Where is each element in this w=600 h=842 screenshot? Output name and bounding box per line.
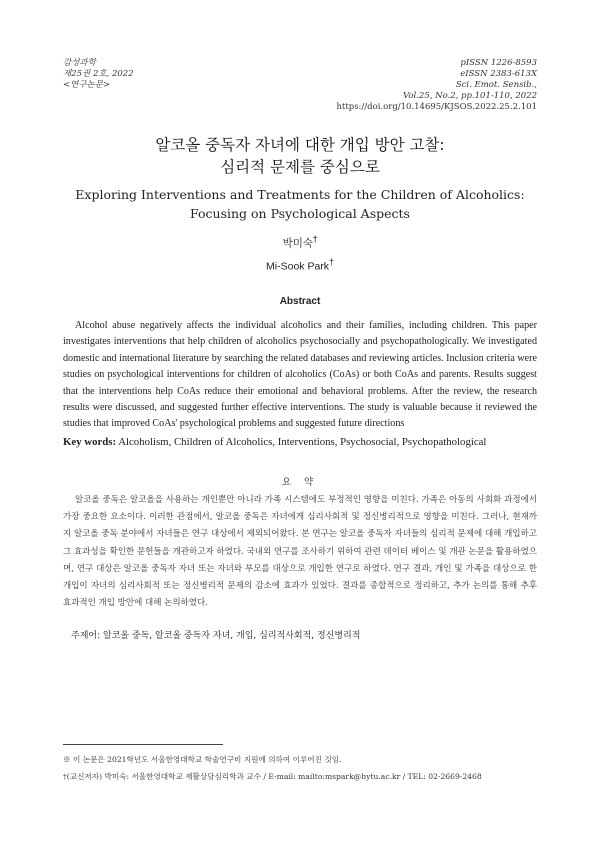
korean-abstract-text: 알코올 중독은 알코올을 사용하는 개인뿐만 아니라 가족 시스템에도 부정적인 영향을 미친다. 가족은 아동의 사회화 과정에서 가장 중요한 요소이다. 이러한 관점에서, 알코올 중독은 자녀에게 심리사회적 및 정신병리적으로 영향을 미친다. 그러나, 현재까지 알코올 중독 분야에서 자녀들은 연구 대상에서 제외되어왔다. 본 연구는 알코올 중독자 자녀들의 심리적 문제에 대해 개입하고 그 효과성을 확인한 문헌들을 개관하고자 하였다. 국내외 연구를 조사하기 위하여 관련 데이터 베이스 및 개관 논문을 활용하였으며, 연구 대상은 알코올 중독자 자녀 또는 자녀와 부모를 대상으로 개입한 연구로 하였다. 연구 결과, 개인 및 가족을 대상으로 한 개입이 자녀의 심리사회적 또는 정신병리적 문제의 감소에 효과가 있었다. 결과를 종합적으로 정리하고, 추가 논의를 통해 추후 효과적인 개입 방안에 대해 논의하였다. xyxy=(63,495,537,609)
journal-abbrev: Sci. Emot. Sensib., xyxy=(455,80,537,90)
eissn: eISSN 2383-613X xyxy=(460,69,537,79)
author-name-english: Mi-Sook Park xyxy=(266,260,330,273)
article-type: <연구논문> xyxy=(63,80,111,90)
abstract-heading: Abstract xyxy=(279,296,321,307)
keywords xyxy=(63,436,537,448)
funding-footnote: ※ 이 논문은 2021학년도 서울한영대학교 학술연구비 지원에 의하여 이루어진 것임. xyxy=(63,755,342,764)
author-name-korean: 박미숙 xyxy=(282,237,314,250)
journal-name-ko: 감성과학 xyxy=(63,58,96,68)
author-korean xyxy=(0,235,600,251)
journal-volume-ko: 제25권 2호, 2022 xyxy=(63,69,134,79)
journal-info-left xyxy=(63,58,134,91)
corresponding-mark-en: † xyxy=(329,257,334,267)
keywords-korean: 주제어: 알코올 중독, 알코올 중독자 자녀, 개입, 심리적사회적, 정신병리적 xyxy=(71,631,361,641)
korean-abstract-heading: 요 약 xyxy=(281,477,319,488)
title-english-line1: Exploring Interventions and Treatments for the Children of Alcoholics: xyxy=(75,187,525,202)
title-korean xyxy=(0,134,600,178)
corresponding-mark: † xyxy=(313,235,318,245)
journal-info-right xyxy=(336,58,537,113)
doi-link[interactable]: https://doi.org/10.14695/KJSOS.2022.25.2.101 xyxy=(336,102,537,112)
keywords-label: Key words: xyxy=(63,436,117,448)
footnote-divider xyxy=(63,744,223,745)
title-english-line2: Focusing on Psychological Aspects xyxy=(190,206,410,221)
pissn: pISSN 1226-8593 xyxy=(460,58,537,68)
abstract-text: Alcohol abuse negatively affects the individual alcoholics and their families, including children. This paper investigates interventions that help children of alcoholics psychosocially and psychopathologically. We investigated domestic and international literature by searching the related databases and reviewing articles. Inclusion criteria were studies on psychological interventions for children of alcoholics (CoAs) or both CoAs and parents. Results suggest that the interventions help CoAs reduce their emotional and behavioral problems. After the review, the research results were discussed, and suggested further effective interventions. The study is valuable because it reviewed the studies that improved CoAs' psychological problems and suggested future directions xyxy=(63,320,537,430)
title-korean-line2: 심리적 문제를 중심으로 xyxy=(220,158,380,176)
corresponding-author-footnote: †(교신저자) 박미숙: 서울한영대학교 재활상담심리학과 교수 / E-mail: mailto:mspark@hytu.ac.kr / TEL: 02-2669-2468 xyxy=(63,772,482,781)
title-english xyxy=(0,185,600,223)
title-korean-line1: 알코올 중독자 자녀에 대한 개입 방안 고찰: xyxy=(155,136,445,154)
volume-pages: Vol.25, No.2, pp.101-110, 2022 xyxy=(403,91,537,101)
author-english xyxy=(0,257,600,273)
keywords-text: Alcoholism, Children of Alcoholics, Interventions, Psychosocial, Psychopathological xyxy=(118,436,487,448)
